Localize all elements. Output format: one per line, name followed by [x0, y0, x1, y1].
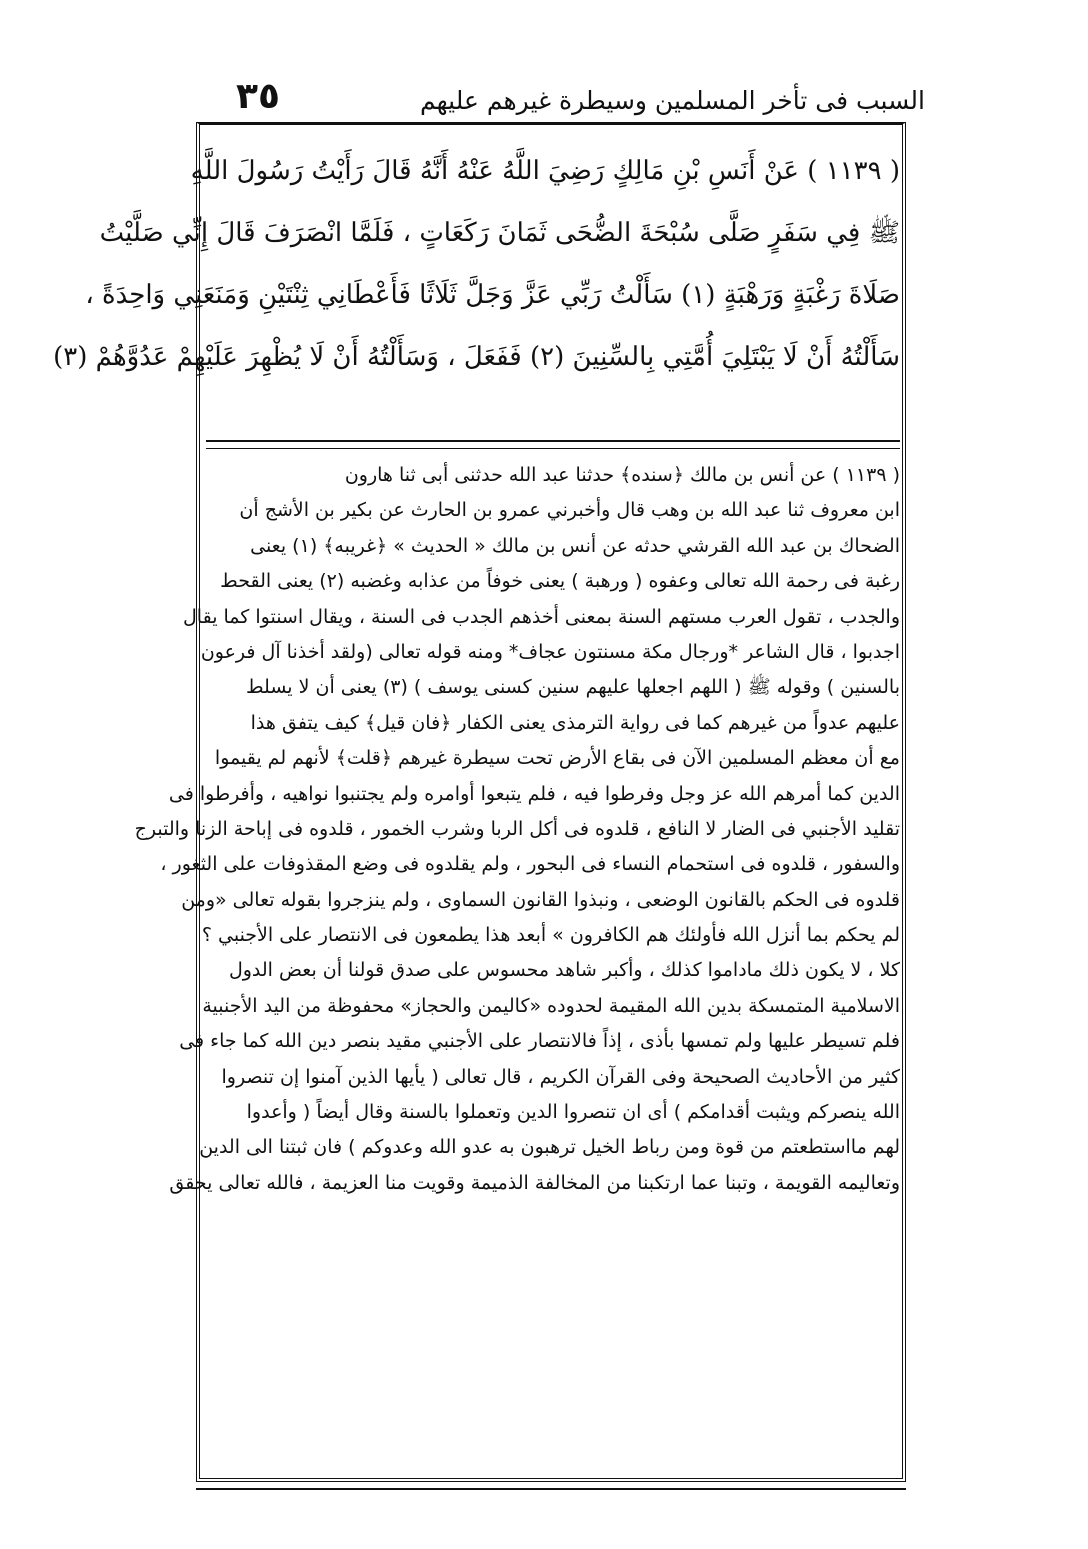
- commentary-line: والسفور ، قلدوه فى استحمام النساء فى البحور ، ولم يقلدوه فى وضع المقذوفات على الثغور ،: [160, 853, 900, 876]
- commentary-line: تقليد الأجنبي فى الضار لا النافع ، قلدوه فى أكل الربا وشرب الخمور ، قلدوه فى إباحة الزنا والتبرج: [134, 817, 900, 840]
- commentary-line: مع أن معظم المسلمين الآن فى بقاع الأرض تحت سيطرة غيرهم ﴿قلت﴾ لأنهم لم يقيموا: [214, 747, 900, 770]
- commentary-line: قلدوه فى الحكم بالقانون الوضعى ، ونبذوا القانون السماوى ، ولم ينزجروا بقوله تعالى «ومن: [181, 888, 900, 911]
- commentary-line: الضحاك بن عبد الله القرشي حدثه عن أنس بن مالك « الحديث » ﴿غريبه﴾ (١) يعنى: [250, 534, 900, 557]
- commentary-line: الاسلامية المتمسكة بدين الله المقيمة لحدوده «كاليمن والحجاز» محفوظة من اليد الأجنبية: [202, 994, 900, 1017]
- bottom-rule: [196, 1488, 906, 1494]
- hadith-text: [53, 140, 900, 432]
- page-number: ٣٥: [236, 76, 280, 117]
- commentary-line: بالسنين ) وقوله ﷺ ( اللهم اجعلها عليهم سنين كسنى يوسف ) (٣) يعنى أن لا يسلط: [246, 676, 900, 699]
- commentary-line: كثير من الأحاديث الصحيحة وفى القرآن الكريم ، قال تعالى ( يأيها الذين آمنوا إن تنصروا: [221, 1065, 900, 1088]
- hadith-line: ( ١١٣٩ ) عَنْ أَنَسِ بْنِ مَالِكٍ رَضِيَ اللَّهُ عَنْهُ أَنَّهُ قَالَ رَأَيْتُ رَسُولَ اللَّهِ: [190, 156, 900, 186]
- commentary-line: فلم تسيطر عليها ولم تمسها بأذى ، إذاً فالانتصار على الأجنبي مقيد بنصر دين الله كما جاء فى: [179, 1030, 900, 1053]
- section-divider: [206, 440, 900, 449]
- commentary-line: كلا ، لا يكون ذلك ماداموا كذلك ، وأكبر شاهد محسوس على صدق قولنا أن بعض الدول: [228, 959, 900, 982]
- hadith-line: صَلَاةَ رَغْبَةٍ وَرَهْبَةٍ (١) سَأَلْتُ رَبِّي عَزَّ وَجَلَّ ثَلَاثًا فَأَعْطَانِي ثِنْتَيْنِ وَمَنَعَنِي وَاحِدَةً ،: [85, 280, 900, 310]
- commentary-line: والجدب ، تقول العرب مستهم السنة بمعنى أخذهم الجدب فى السنة ، ويقال اسنتوا كما يقال: [182, 605, 900, 628]
- commentary-line: وتعاليمه القويمة ، وتبنا عما ارتكبنا من المخالفة الذميمة وقويت منا العزيمة ، فالله تعالى يحقق: [169, 1171, 900, 1194]
- commentary-line: الدين كما أمرهم الله عز وجل وفرطوا فيه ، فلم يتبعوا أوامره ولم يجتنبوا نواهيه ، وأفرطوا فى: [168, 782, 900, 805]
- commentary-line: ابن معروف ثنا عبد الله بن وهب قال وأخبرني عمرو بن الحارث عن بكير بن الأشج أن: [239, 499, 900, 522]
- commentary-line: اجدبوا ، قال الشاعر *ورجال مكة مسنتون عجاف* ومنه قوله تعالى (ولقد أخذنا آل فرعون: [200, 640, 900, 663]
- hadith-line: ﷺ فِي سَفَرٍ صَلَّى سُبْحَةَ الضُّحَى ثَمَانَ رَكَعَاتٍ ، فَلَمَّا انْصَرَفَ قَالَ إِنِّي صَلَّيْتُ: [99, 218, 900, 248]
- running-title: السبب فى تأخر المسلمين وسيطرة غيرهم عليهم: [420, 86, 925, 115]
- commentary-text: [134, 458, 900, 1478]
- hadith-line: سَأَلْتُهُ أَنْ لَا يَبْتَلِيَ أُمَّتِي بِالسِّنِينَ (٢) فَفَعَلَ ، وَسَأَلْتُهُ أَنْ لَا يُظْهِرَ عَلَيْهِمْ عَدُوَّهُمْ (٣): [53, 342, 900, 372]
- commentary-line: ( ١١٣٩ ) عن أنس بن مالك ﴿سنده﴾ حدثنا عبد الله حدثنى أبى ثنا هارون: [344, 464, 900, 486]
- commentary-line: عليهم عدواً من غيرهم كما فى رواية الترمذى يعنى الكفار ﴿فان قيل﴾ كيف يتفق هذا: [250, 711, 900, 734]
- commentary-line: رغبة فى رحمة الله تعالى وعفوه ( ورهبة ) يعنى خوفاً من عذابه وغضبه (٢) يعنى القحط: [220, 570, 900, 593]
- commentary-line: لم يحكم بما أنزل الله فأولئك هم الكافرون » أبعد هذا يطمعون فى الانتصار على الأجنبي ؟: [201, 924, 900, 947]
- commentary-line: لهم مااستطعتم من قوة ومن رباط الخيل ترهبون به عدو الله وعدوكم ) فان ثبتنا الى الدين: [199, 1136, 900, 1159]
- commentary-line: الله ينصركم ويثبت أقدامكم ) أى ان تنصروا الدين وتعملوا بالسنة وقال أيضاً ( وأعدوا: [246, 1101, 900, 1124]
